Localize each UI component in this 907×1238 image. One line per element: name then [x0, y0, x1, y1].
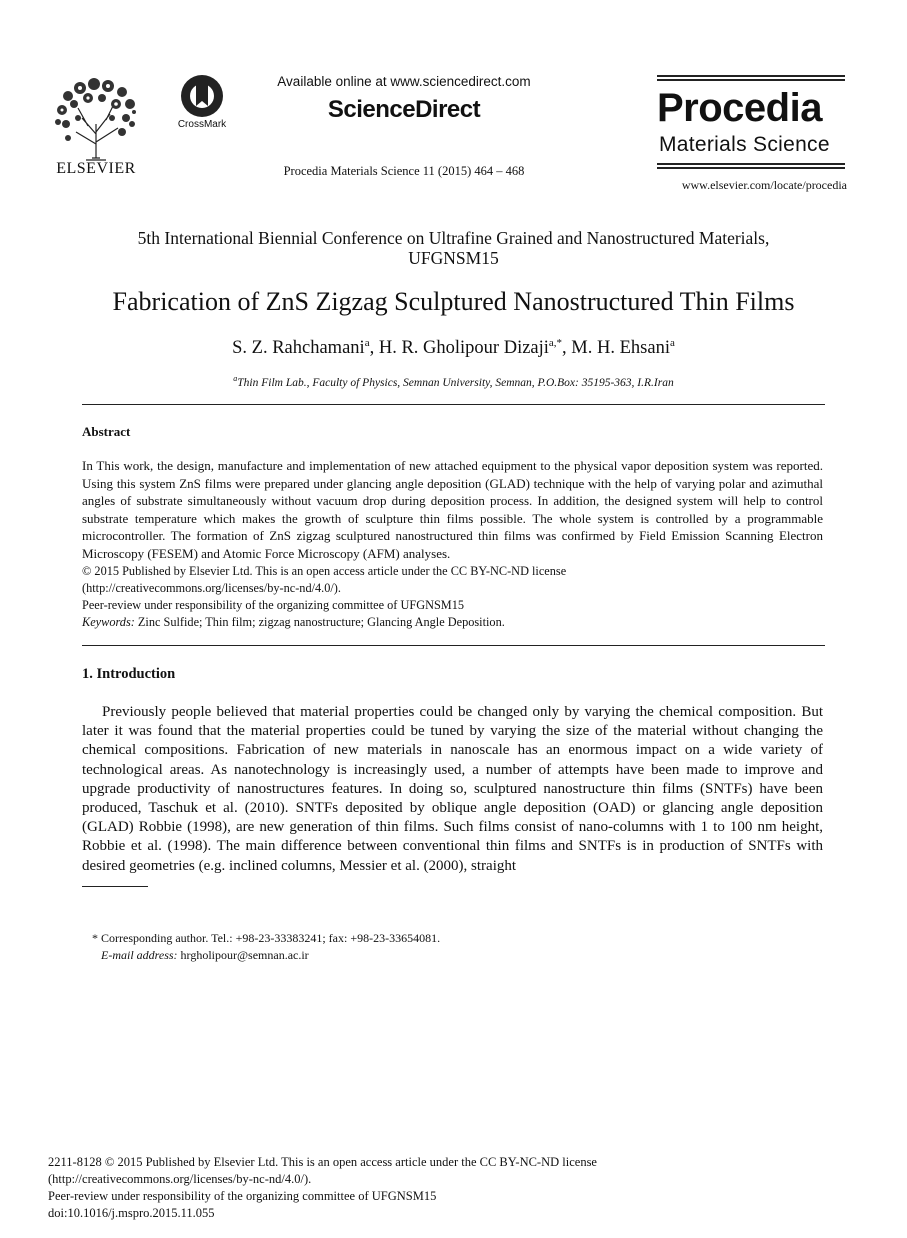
affiliation-text: Thin Film Lab., Faculty of Physics, Semnan University, Semnan, P.O.Box: 35195-363, I.R.Iran	[237, 376, 674, 389]
author-3-affil: a	[669, 337, 675, 349]
author-3: M. H. Ehsani	[571, 338, 670, 359]
author-1: S. Z. Rahchamani	[232, 338, 365, 359]
peer-review-line: Peer-review under responsibility of the organizing committee of UFGNSM15	[82, 598, 465, 612]
procedia-wordmark: Procedia	[657, 86, 822, 130]
author-list	[60, 337, 847, 359]
footer-license-link[interactable]: (http://creativecommons.org/licenses/by-nc-nd/4.0/).	[48, 1172, 312, 1186]
procedia-bottom-rule	[657, 163, 845, 171]
procedia-subtitle: Materials Science	[659, 133, 830, 156]
keywords-label: Keywords:	[82, 615, 135, 629]
footnote-rule	[82, 886, 148, 887]
procedia-top-rule	[657, 75, 845, 81]
introduction-text: Previously people believed that material properties could be changed only by varying the chemical composition. But later it was found that the material properties could be tuned by varying the size of the material without changing the chemical compositions. Fabrication of new materials in nanoscale has an enormous impact on a wide variety of technological areas. As nanotechnology is increasingly used, a number of attempts have been made to improve and upgrade productivity of nanostructures features. In doing so, sculptured nanostructure thin films (SNTFs) have been produced, Taschuk et al. (2010). SNTFs deposited by oblique angle deposition (OAD) or glancing angle deposition (GLAD) Robbie (1998), are new generation of thin films. Such films consist of nano-columns with 1 to 100 nm height, Robbie et al. (1998). The main difference between conventional thin films and SNTFs is in production of SNTFs with desired geometries (e.g. inclined columns, Messier et al. (2000), straight	[82, 704, 823, 874]
author-2-affil	[549, 337, 562, 349]
email-label: E-mail address:	[101, 948, 178, 962]
affiliation	[60, 374, 847, 389]
keywords-text: Zinc Sulfide; Thin film; zigzag nanostructure; Glancing Angle Deposition.	[134, 615, 505, 629]
conference-name	[60, 228, 847, 268]
author-separator: ,	[562, 338, 572, 359]
email-address[interactable]: hrgholipour@semnan.ac.ir	[177, 948, 309, 962]
abstract-top-rule	[82, 404, 825, 405]
affiliation-marker: a	[233, 374, 238, 383]
author-2: H. R. Gholipour Dizaji	[378, 338, 549, 359]
sciencedirect-logo: ScienceDirect	[327, 96, 481, 123]
copyright-line: © 2015 Published by Elsevier Ltd. This is an open access article under the CC BY-NC-ND license	[82, 564, 567, 578]
license-link[interactable]: (http://creativecommons.org/licenses/by-nc-nd/4.0/).	[82, 581, 341, 595]
author-separator: ,	[369, 338, 379, 359]
paper-title: Fabrication of ZnS Zigzag Sculptured Nanostructured Thin Films	[112, 287, 795, 316]
conference-line-1: 5th International Biennial Conference on Ultrafine Grained and Nanostructured Materials,	[137, 228, 770, 248]
abstract-text: In This work, the design, manufacture and implementation of new attached equipment to the physical vapor deposition system was reported. Using this system ZnS films were prepared under glancing angle deposition (GLAD) technique with the help of varying polar and azimuthal angles of substrate simultaneously without vacuum drop during deposition process. In addition, the designed system will help to control substrate temperature which makes the growth of sculpture thin films possible. The whole system is controlled by a programmable microcontroller. The formation of ZnS zigzag sculptured nanostructured thin films was confirmed by Field Emission Scanning Electron Microscopy (FESEM) and Atomic Force Microscopy (AFM) analyses.	[82, 458, 823, 561]
corresponding-author-line: * Corresponding author. Tel.: +98-23-33383241; fax: +98-23-33654081.	[92, 931, 441, 945]
elsevier-wordmark: ELSEVIER	[56, 160, 136, 177]
author-2-affil-letter: a,	[548, 337, 557, 349]
footnote	[92, 930, 440, 964]
footer-issn-line: 2211-8128 © 2015 Published by Elsevier Ltd. This is an open access article under the CC BY-NC-ND license	[48, 1155, 597, 1169]
conference-line-2: UFGNSM15	[408, 248, 499, 268]
footer-peer-review: Peer-review under responsibility of the organizing committee of UFGNSM15	[48, 1189, 437, 1203]
journal-reference: Procedia Materials Science 11 (2015) 464 – 468	[283, 164, 525, 178]
email-line	[92, 947, 440, 964]
keywords-line	[82, 614, 823, 631]
crossmark-label: CrossMark	[177, 119, 227, 130]
introduction-heading: 1. Introduction	[82, 666, 176, 682]
footer-doi[interactable]: doi:10.1016/j.mspro.2015.11.055	[48, 1206, 215, 1220]
corresponding-star[interactable]: *	[556, 337, 563, 349]
procedia-url-link[interactable]: www.elsevier.com/locate/procedia	[681, 178, 847, 192]
page-footer	[48, 1154, 748, 1222]
abstract-heading: Abstract	[82, 424, 131, 439]
abstract-bottom-rule	[82, 645, 825, 646]
available-online-text[interactable]: Available online at www.sciencedirect.com	[277, 74, 531, 89]
author-1-affil: a	[364, 337, 370, 349]
